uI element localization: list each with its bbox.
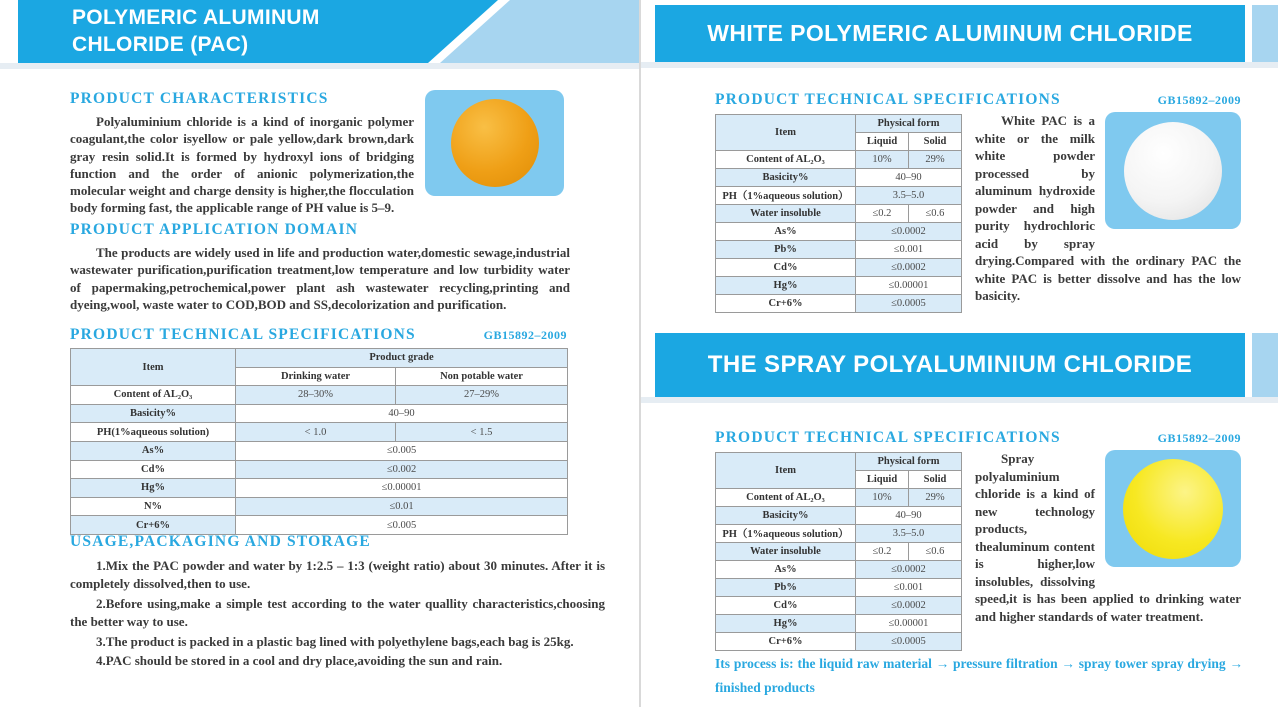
table-row [71,460,568,479]
spray-spec-heading: PRODUCT TECHNICAL SPECIFICATIONS [715,429,1061,446]
item-cell: PH（1%aqueous solution） [716,525,856,543]
page-title [72,4,320,58]
table-row [716,525,962,543]
col-header-cell: Solid [909,471,962,489]
table-row [716,597,962,615]
white-pac-photo [1105,112,1241,229]
application-paragraph: The products are widely used in life and production water,domestic sewage,industrial wastewater purification,purification treatment,low temperature and low turbidity water of papermaking,petrochemical,power plant ash wastewater recycling,printing and dyeing,wool, waste water to COD,BOD and SS,decolorization and purification. [70,245,570,312]
item-cell: Hg% [71,479,236,498]
table-row [716,151,962,169]
spray-spec-heading-row [715,429,1241,447]
usage-heading: USAGE,PACKAGING AND STORAGE [70,533,371,550]
value-cell: ≤0.01 [236,497,568,516]
table-row [716,507,962,525]
left-specifications-heading: PRODUCT TECHNICAL SPECIFICATIONS [70,326,416,343]
item-cell: As% [71,441,236,460]
usage-item: 2.Before using,make a simple test according to the water quallity characteristics,choosing the better way to use. [70,595,605,630]
usage-item: 1.Mix the PAC powder and water by 1:2.5 – 1:3 (weight ratio) about 30 minutes. After it is completely dissolved,then to use. [70,558,605,592]
item-cell: N% [71,497,236,516]
col-header-cell: Drinking water [236,367,396,386]
table-header-row [71,349,568,368]
value-cell: 27–29% [396,386,568,405]
white-standard-code: GB15892–2009 [1157,93,1241,107]
characteristics-heading: PRODUCT CHARACTERISTICS [70,90,329,107]
banner-underline-strip [641,397,1278,403]
item-cell: Cr+6% [71,516,236,535]
group-header-cell: Physical form [856,453,962,471]
pac-powder-photo [425,90,564,196]
table-row [71,516,568,535]
col-header-cell: Non potable water [396,367,568,386]
characteristics-paragraph: Polyaluminium chloride is a kind of inorganic polymer coagulant,the color isyellow or pale yellow,dark brown,dark gray resin solid.It is formed by hydroxyl ions of bridging function and the order of anionic polymerization,the molecular weight and charge density is higher,the flocculation body forming fast, the applicable range of PH value is 5–9. [70,114,414,216]
value-cell: ≤0.00001 [856,615,962,633]
table-row [716,489,962,507]
table-row [716,169,962,187]
spray-pac-text: Spray polyaluminium chloride is a kind of new technology products, thealuminum content is higher,low insolubles, dissolving speed,it is has been applied to drinking water and higher standards of water treatment. [975,451,1241,624]
value-cell: 3.5–5.0 [856,187,962,205]
table-header-row [716,115,962,133]
table-row [716,241,962,259]
value-cell: ≤0.6 [909,205,962,223]
white-pac-ball [1124,122,1222,220]
application-heading: PRODUCT APPLICATION DOMAIN [70,221,359,238]
item-header-cell: Item [716,115,856,151]
value-cell: 29% [909,489,962,507]
value-cell: ≤0.0002 [856,223,962,241]
item-cell: Cd% [716,259,856,277]
value-cell: ≤0.005 [236,441,568,460]
table-row [71,404,568,423]
table-row [716,633,962,651]
spray-pac-photo [1105,450,1241,567]
item-cell: Water insoluble [716,543,856,561]
spray-pac-banner-title: THE SPRAY POLYALUMINIUM CHLORIDE [707,351,1193,378]
banner-corner-accent [1252,5,1278,62]
usage-item: 3.The product is packed in a plastic bag lined with polyethylene bags,each bag is 25kg. [96,633,574,649]
table-row [716,579,962,597]
white-pac-text: White PAC is a white or the milk white powder processed by aluminum hydroxide powder and high purity hydrochloric acid by spray drying.Compared with the ordinary PAC the white PAC is better dissolve and has the low basicity. [975,113,1241,304]
item-cell: PH（1%aqueous solution） [716,187,856,205]
table-row [716,187,962,205]
spray-spec-table [715,452,962,651]
value-cell: ≤0.0005 [856,295,962,313]
yellow-pac-ball [1123,459,1223,559]
spray-standard-code: GB15892–2009 [1157,431,1241,445]
col-header-cell: Liquid [856,471,909,489]
usage-item: 4.PAC should be stored in a cool and dry place,avoiding the sun and rain. [96,653,503,669]
table-header-row [716,453,962,471]
table-row [716,259,962,277]
item-cell: Cd% [716,597,856,615]
usage-list [70,557,605,672]
table-row [71,423,568,442]
value-cell: < 1.0 [236,423,396,442]
table-row [71,497,568,516]
value-cell: 10% [856,489,909,507]
item-cell: Content of AL₂O₃ [716,489,856,507]
value-cell: ≤0.005 [236,516,568,535]
value-cell: ≤0.2 [856,205,909,223]
value-cell: < 1.5 [396,423,568,442]
item-cell: Pb% [716,579,856,597]
item-cell: PH(1%aqueous solution) [71,423,236,442]
item-cell: Basicity% [71,404,236,423]
banner-underline-strip [641,62,1278,68]
white-spec-heading: PRODUCT TECHNICAL SPECIFICATIONS [715,91,1061,108]
item-cell: Hg% [716,277,856,295]
banner-underline-strip [0,63,640,69]
white-pac-description [975,112,1241,305]
page-title-line1: POLYMERIC ALUMINUM [72,6,320,29]
value-cell: 40–90 [856,169,962,187]
table-row [716,561,962,579]
left-title-banner [18,0,640,63]
table-row [716,277,962,295]
value-cell: 29% [909,151,962,169]
value-cell: ≤0.0002 [856,259,962,277]
value-cell: ≤0.001 [856,241,962,259]
item-cell: Basicity% [716,507,856,525]
white-pac-banner [655,5,1245,62]
item-cell: Cr+6% [716,633,856,651]
page-right [641,0,1278,707]
white-spec-heading-row [715,91,1241,109]
item-cell: As% [716,223,856,241]
value-cell: 10% [856,151,909,169]
process-flow-text: Its process is: the liquid raw material → pressure filtration → spray tower spray drying → finished products [715,656,1243,695]
group-header-cell: Product grade [236,349,568,368]
white-spec-table [715,114,962,313]
item-cell: As% [716,561,856,579]
table-row [716,615,962,633]
item-cell: Hg% [716,615,856,633]
left-specifications-heading-row [70,326,567,344]
item-cell: Basicity% [716,169,856,187]
left-spec-table [70,348,568,535]
value-cell: 40–90 [856,507,962,525]
value-cell: ≤0.002 [236,460,568,479]
value-cell: 40–90 [236,404,568,423]
value-cell: ≤0.00001 [856,277,962,295]
spray-pac-description [975,450,1241,625]
col-header-cell: Solid [909,133,962,151]
value-cell: ≤0.0002 [856,561,962,579]
table-row [716,543,962,561]
item-cell: Content of AL₂O₃ [716,151,856,169]
table-row [716,205,962,223]
value-cell: ≤0.00001 [236,479,568,498]
item-cell: Cr+6% [716,295,856,313]
item-header-cell: Item [71,349,236,386]
col-header-cell: Liquid [856,133,909,151]
spray-pac-banner [655,333,1245,397]
value-cell: ≤0.001 [856,579,962,597]
item-cell: Cd% [71,460,236,479]
value-cell: ≤0.0005 [856,633,962,651]
table-row [716,223,962,241]
value-cell: 3.5–5.0 [856,525,962,543]
left-standard-code: GB15892–2009 [483,328,567,342]
value-cell: ≤0.2 [856,543,909,561]
item-header-cell: Item [716,453,856,489]
group-header-cell: Physical form [856,115,962,133]
value-cell: 28–30% [236,386,396,405]
banner-corner-accent [1252,333,1278,397]
white-pac-banner-title: WHITE POLYMERIC ALUMINUM CHLORIDE [707,20,1193,46]
table-row [71,479,568,498]
item-cell: Water insoluble [716,205,856,223]
table-row [716,295,962,313]
table-row [71,386,568,405]
value-cell: ≤0.0002 [856,597,962,615]
item-cell: Content of AL₂O₃ [71,386,236,405]
orange-pac-ball [451,99,539,187]
item-cell: Pb% [716,241,856,259]
table-row [71,441,568,460]
page-title-line2: CHLORIDE (PAC) [72,33,249,56]
value-cell: ≤0.6 [909,543,962,561]
